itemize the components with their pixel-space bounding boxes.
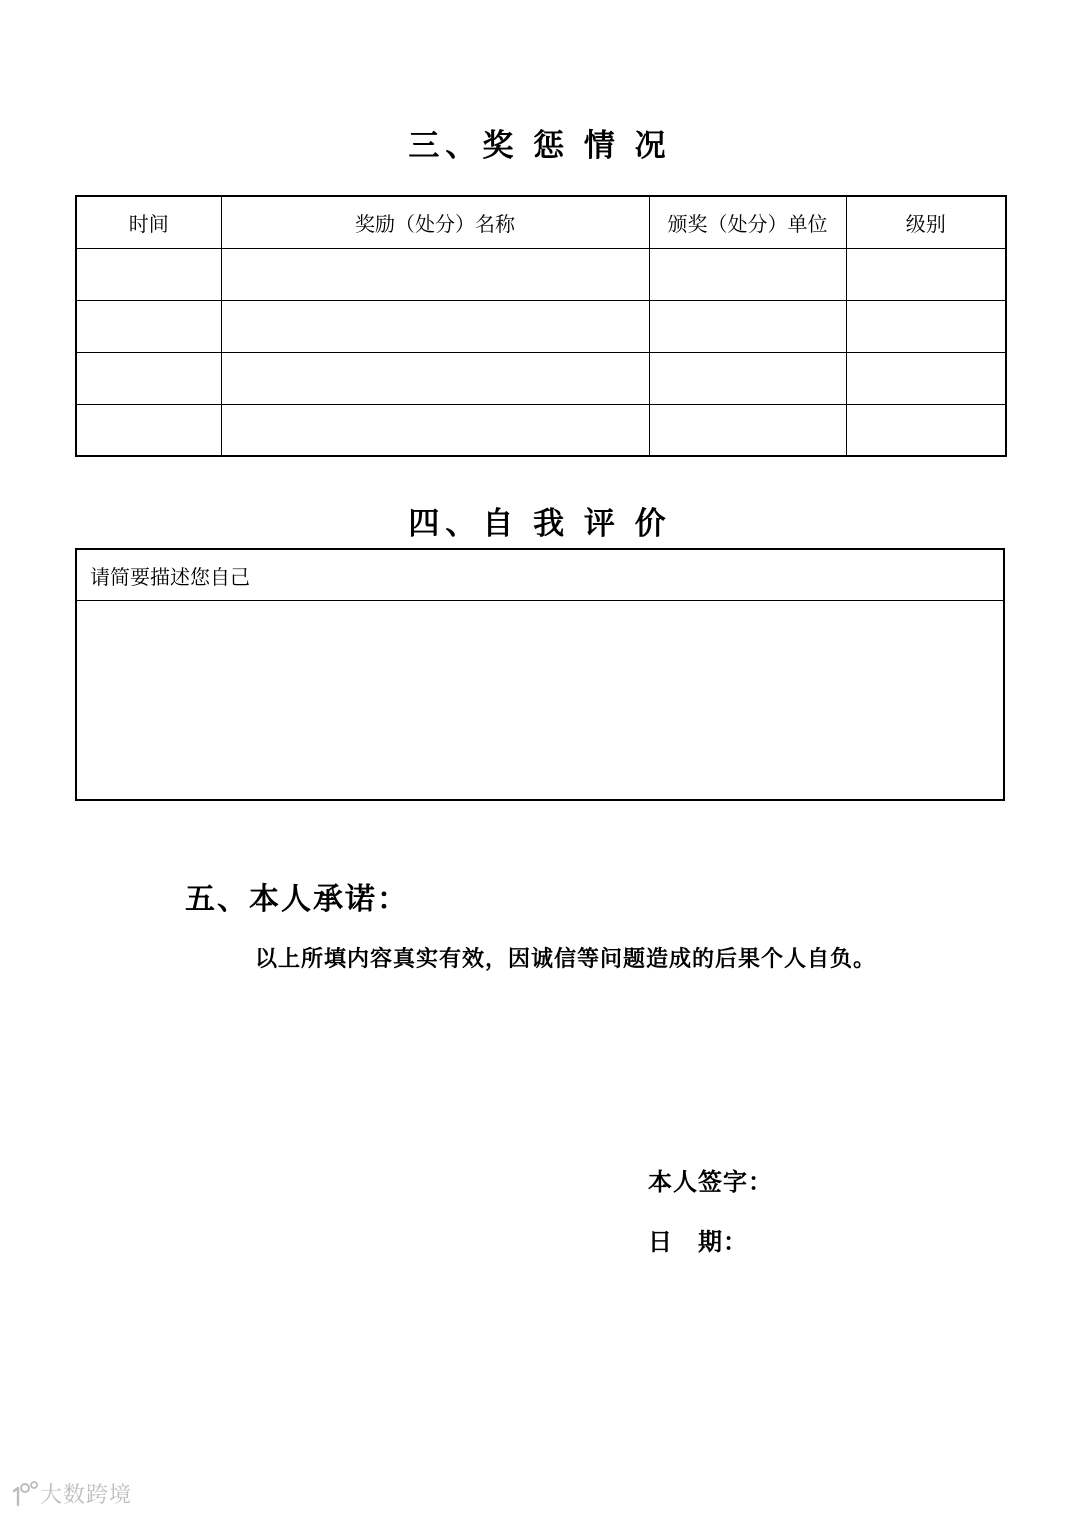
self-evaluation-input-area[interactable] (77, 601, 1003, 799)
rewards-cell[interactable] (221, 248, 649, 300)
section-title-self-evaluation: 四、自 我 评 价 (408, 506, 672, 541)
rewards-cell[interactable] (221, 300, 649, 352)
header-award-name: 奖励（处分）名称 (221, 196, 649, 248)
header-award-unit: 颁奖（处分）单位 (649, 196, 846, 248)
rewards-cell[interactable] (649, 300, 846, 352)
rewards-table-header-row (76, 196, 1006, 248)
header-level: 级别 (846, 196, 1006, 248)
rewards-cell[interactable] (649, 404, 846, 456)
rewards-cell[interactable] (76, 248, 221, 300)
rewards-table (75, 195, 1007, 457)
rewards-cell[interactable] (221, 404, 649, 456)
rewards-cell[interactable] (649, 352, 846, 404)
watermark-logo-icon (8, 1481, 38, 1507)
watermark (8, 1478, 132, 1509)
section-title-commitment: 五、本人承诺： (185, 883, 409, 916)
commitment-statement: 以上所填内容真实有效，因诚信等问题造成的后果个人自负。 (255, 946, 877, 971)
date-label: 日 期： (648, 1229, 748, 1256)
table-row (76, 300, 1006, 352)
rewards-cell[interactable] (846, 300, 1006, 352)
rewards-cell[interactable] (649, 248, 846, 300)
header-time: 时间 (76, 196, 221, 248)
table-row (76, 404, 1006, 456)
rewards-cell[interactable] (76, 352, 221, 404)
signature-label: 本人签字： (648, 1169, 773, 1196)
rewards-cell[interactable] (846, 404, 1006, 456)
table-row (76, 248, 1006, 300)
rewards-cell[interactable] (221, 352, 649, 404)
watermark-text: 大数跨境 (40, 1482, 133, 1507)
rewards-cell[interactable] (846, 248, 1006, 300)
self-evaluation-box (75, 548, 1005, 801)
rewards-cell[interactable] (76, 404, 221, 456)
section-title-rewards: 三、奖 惩 情 况 (408, 128, 672, 163)
rewards-cell[interactable] (76, 300, 221, 352)
table-row (76, 352, 1006, 404)
self-evaluation-placeholder: 请简要描述您自己 (77, 550, 1003, 601)
rewards-cell[interactable] (846, 352, 1006, 404)
